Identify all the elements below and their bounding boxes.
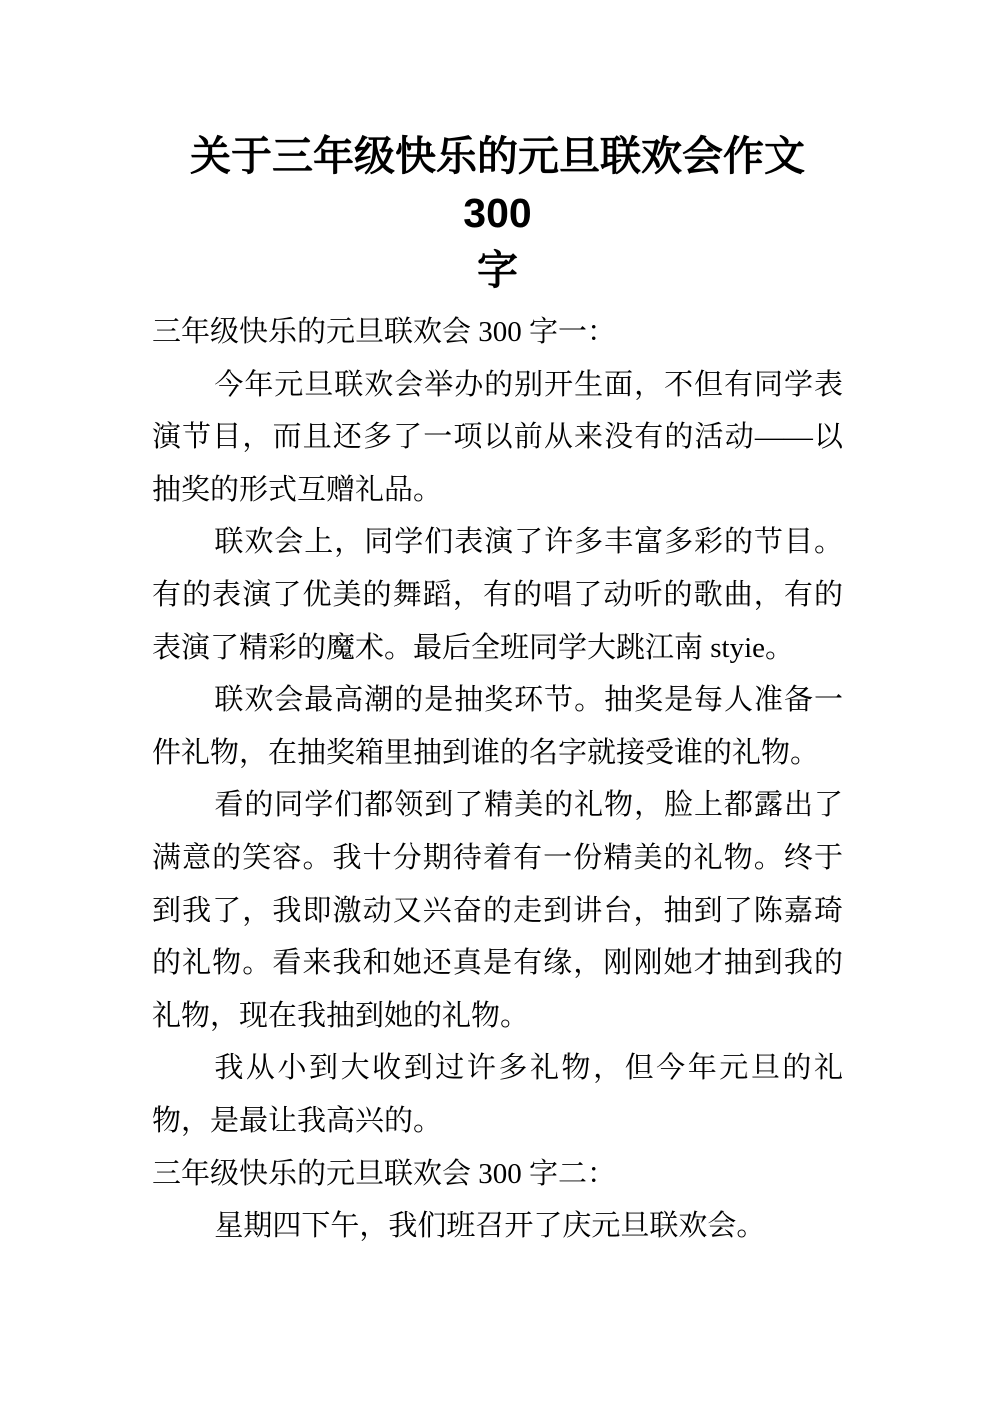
paragraph-essay1-gift: 看的同学们都领到了精美的礼物，脸上都露出了满意的笑容。我十分期待着有一份精美的礼物。终于到我了，我即激动又兴奋的走到讲台，抽到了陈嘉琦的礼物。看来我和她还真是有缘，刚刚她才抽到我的礼物，现在我抽到她的礼物。 xyxy=(152,789,843,1032)
section-heading-essay-1: 三年级快乐的元旦联欢会 300 字一： xyxy=(152,316,617,348)
section-heading-essay-2: 三年级快乐的元旦联欢会 300 字二： xyxy=(152,1157,617,1190)
document-title xyxy=(152,128,843,299)
document-body xyxy=(152,306,843,1253)
paragraph-essay1-intro: 今年元旦联欢会举办的别开生面，不但有同学表演节目，而且还多了一项以前从来没有的活动——以抽奖的形式互赠礼品。 xyxy=(152,368,843,506)
paragraph-essay1-lottery: 联欢会最高潮的是抽奖环节。抽奖是每人准备一件礼物，在抽奖箱里抽到谁的名字就接受谁的礼物。 xyxy=(152,684,843,769)
document-title-line-2: 字 xyxy=(477,247,518,293)
paragraph-essay1-performances: 联欢会上，同学们表演了许多丰富多彩的节目。有的表演了优美的舞蹈，有的唱了动听的歌曲，有的表演了精彩的魔术。最后全班同学大跳江南 styie。 xyxy=(152,526,843,664)
document-title-line-1: 关于三年级快乐的元旦联欢会作文 300 xyxy=(190,133,805,236)
paragraph-essay1-closing: 我从小到大收到过许多礼物，但今年元旦的礼物，是最让我高兴的。 xyxy=(152,1052,843,1137)
paragraph-essay2-intro: 星期四下午，我们班召开了庆元旦联欢会。 xyxy=(214,1210,766,1243)
